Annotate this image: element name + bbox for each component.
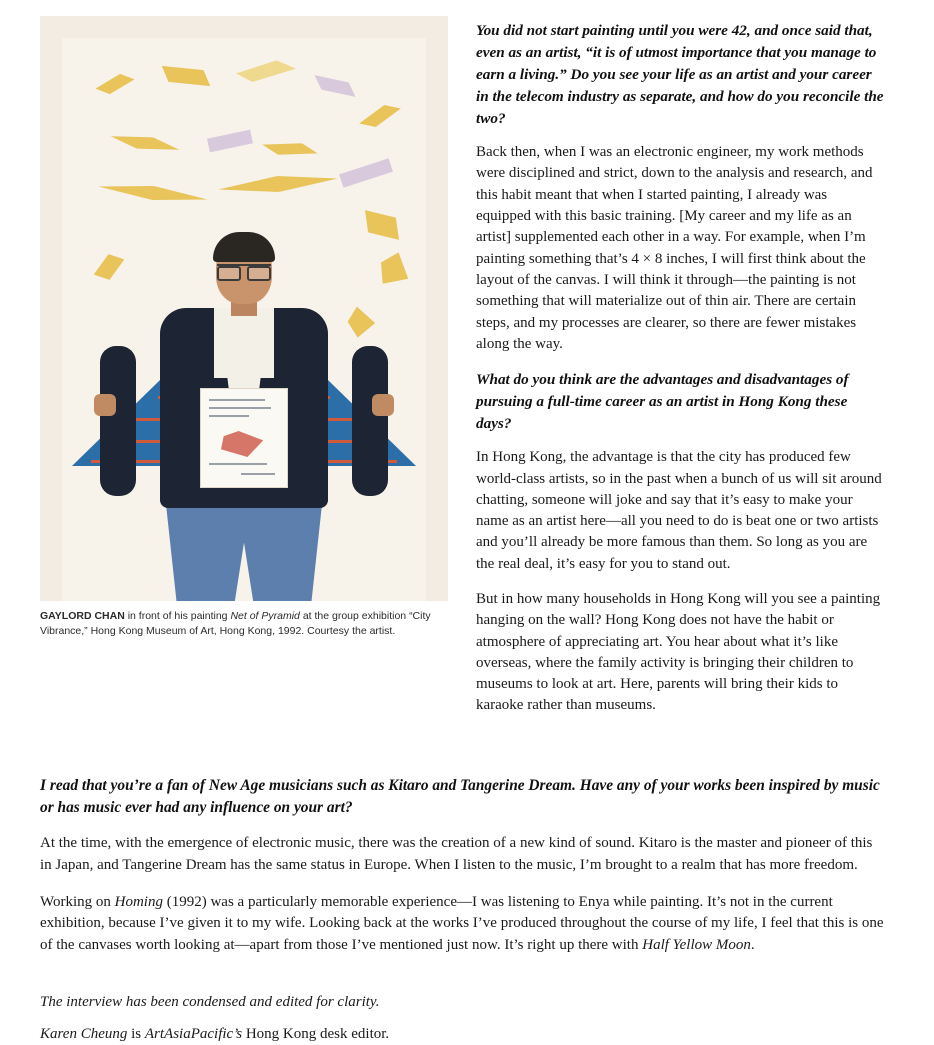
- photo-canvas: [40, 16, 448, 601]
- top-section: [40, 16, 884, 717]
- drawing-line: [241, 473, 275, 475]
- answer-1: Back then, when I was an electronic engineer, my work methods were disciplined and strict, down to the analysis and research, and this habit meant that when I started painting, I already was equipped with this basic training. [My career and my life as an artist] supplemented each other in a way. For example, when I’m painting something that’s 4 × 8 inches, I will first think about the layout of the canvas. I will think it through—the painting is not something that will materialize out of thin air. There are certain steps, and my processes are clearer, so there are fewer mistakes along the way.: [476, 144, 873, 352]
- caption-middle: in front of his painting: [124, 610, 231, 622]
- drawing-line: [209, 407, 271, 409]
- answer-5-part-1: Working on: [40, 894, 115, 911]
- byline-middle: is: [127, 1025, 145, 1042]
- artwork-title-homing: Homing: [114, 894, 163, 911]
- held-drawing: [200, 388, 288, 488]
- answer-2: In Hong Kong, the advantage is that the city has produced few world-class artists, so in the past when a bunch of us will sit around chatting, someone will joke and say that it’s easy to make your name as an artist here—all you need to do is beat one or two artists and you’ll already be more famous than them. So long as you are the real deal, it’s easy for you to stand out.: [476, 449, 882, 572]
- question-3: I read that you’re a fan of New Age musicians such as Kitaro and Tangerine Dream. Have any of your works been inspired by music or has music ever had any influence on your art?: [40, 776, 880, 817]
- figure-arm-left: [352, 346, 388, 496]
- byline-author: Karen Cheung: [40, 1025, 128, 1042]
- photo-column: [40, 16, 448, 639]
- figure-hand-left: [372, 394, 394, 416]
- byline-role: Hong Kong desk editor.: [242, 1025, 390, 1042]
- glasses-icon: [217, 264, 271, 278]
- question-1: You did not start painting until you were 42, and once said that, even as an artist, “it is of utmost importance that you manage to earn a living.” Do you see your life as an artist and your career in the telecom industry as separate, and how do you reconcile the two?: [476, 22, 884, 128]
- article-photo: [40, 16, 448, 601]
- photo-caption: [40, 609, 440, 639]
- drawing-line: [209, 415, 249, 417]
- answer-5: [40, 892, 886, 956]
- answer-5-part-2: (1992) was a particularly memorable experience—I was listening to Enya while painting. It’s not in the current exhibition, because I’ve given it to my wife. Looking back at the works I’ve produced throughout the course of my life, I feel that this is one of the canvases worth looking at—apart from those I’ve mentioned just now. It’s right up there with: [40, 894, 884, 953]
- answer-5-part-3: .: [750, 936, 755, 953]
- artwork-title-half-yellow-moon: Half Yellow Moon: [642, 936, 751, 953]
- drawing-line: [209, 463, 267, 465]
- figure-hand-right: [94, 394, 116, 416]
- answer-3: But in how many households in Hong Kong will you see a painting hanging on the wall? Hong Kong does not have the habit or atmosphere of appreciating art. You hear about what it’s like overseas, where the family activity is bringing their children to museums to look at art. Here, parents will bring their kids to karaoke rather than museums.: [476, 591, 881, 714]
- byline-publication: ArtAsiaPacific’s: [144, 1025, 243, 1042]
- question-2: What do you think are the advantages and disadvantages of pursuing a full-time career as an artist in Hong Kong these days?: [476, 371, 849, 433]
- byline: [40, 1024, 886, 1045]
- editor-note: The interview has been condensed and edited for clarity.: [40, 993, 380, 1010]
- caption-artwork-title: Net of Pyramid: [230, 610, 300, 622]
- section-spacer: [40, 972, 886, 992]
- interview-column: [476, 16, 884, 717]
- answer-4: At the time, with the emergence of electronic music, there was the creation of a new kind of sound. Kitaro is the master and pioneer of this in Japan, and Tangerine Dream has the same status in Europe. When I listen to the music, I’m brought to a realm that has more freedom.: [40, 835, 873, 873]
- caption-artist-name: GAYLORD CHAN: [40, 610, 125, 622]
- drawing-line: [209, 399, 265, 401]
- figure-arm-right: [100, 346, 136, 496]
- drawing-mark: [221, 431, 265, 457]
- bottom-section: [40, 775, 886, 1045]
- caption-rest: at the group exhibition “City Vibrance,” Hong Kong Museum of Art, Hong Kong, 1992. Courtesy the artist.: [40, 610, 431, 638]
